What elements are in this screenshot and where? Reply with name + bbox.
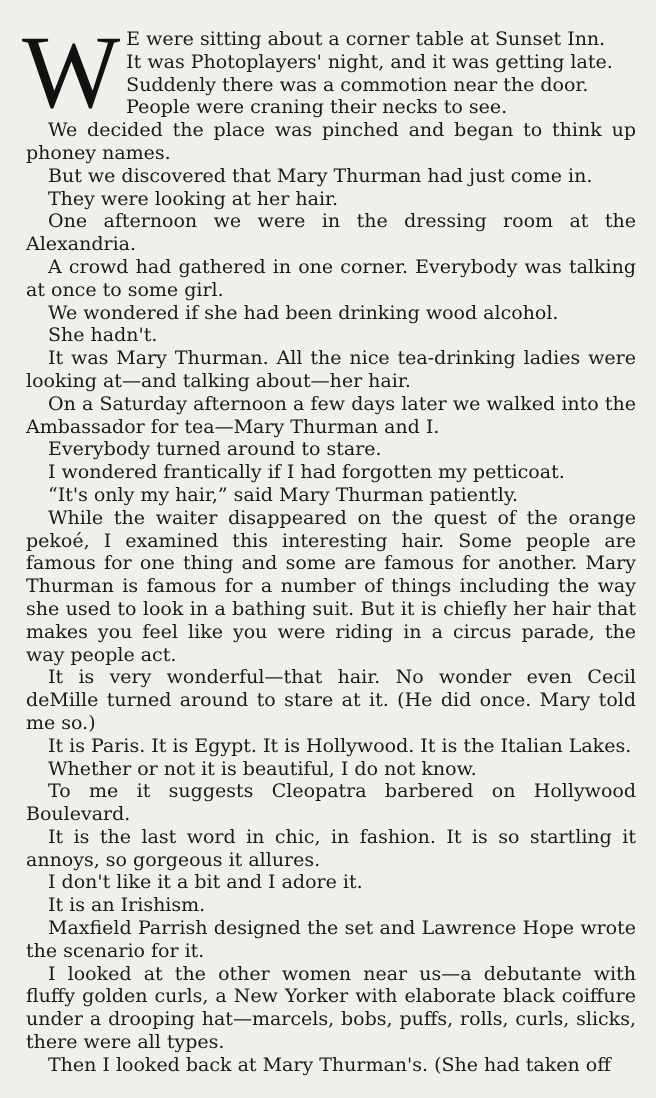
paragraph: To me it suggests Cleopatra barbered on Hollywood Boulevard.	[26, 780, 636, 826]
paragraph: Then I looked back at Mary Thurman's. (She had taken off	[48, 1053, 611, 1076]
paragraph: It was Mary Thurman. All the nice tea-drinking ladies were looking at—and talking about—her hair.	[26, 347, 636, 392]
paragraph: But we discovered that Mary Thurman had just come in.	[48, 164, 593, 187]
paragraph: Everybody turned around to stare.	[48, 438, 382, 461]
article-body	[22, 15, 636, 1077]
paragraph: “It's only my hair,” said Mary Thurman patiently.	[48, 483, 519, 506]
paragraph: Whether or not it is beautiful, I do not know.	[48, 757, 477, 780]
paragraph: It is very wonderful—that hair. No wonder even Cecil deMille turned around to stare at it. (He did once. Mary told me so.)	[26, 666, 636, 734]
paragraph: They were looking at her hair.	[48, 187, 339, 210]
paragraph: We decided the place was pinched and began to think up phoney names.	[26, 119, 636, 164]
paragraph-list	[26, 51, 636, 1077]
paragraph: I don't like it a bit and I adore it.	[48, 871, 363, 894]
paragraph: She hadn't.	[48, 324, 158, 347]
paragraph: It was Photoplayers' night, and it was getting late.	[126, 50, 613, 73]
paragraph: On a Saturday afternoon a few days later we walked into the Ambassador for tea—Mary Thurman and I.	[26, 392, 636, 438]
paragraph: It is an Irishism.	[48, 894, 206, 917]
drop-cap: W	[22, 15, 121, 130]
paragraph: It is the last word in chic, in fashion. It is so startling it annoys, so gorgeous it allures.	[26, 825, 636, 871]
paragraph: Maxfield Parrish designed the set and Lawrence Hope wrote the scenario for it.	[26, 917, 636, 962]
opening-line: E were sitting about a corner table at Sunset Inn.	[126, 28, 606, 50]
paragraph: I wondered frantically if I had forgotten my petticoat.	[48, 461, 565, 484]
paragraph: It is Paris. It is Egypt. It is Hollywood. It is the Italian Lakes.	[48, 734, 632, 757]
paragraph: People were craning their necks to see.	[126, 96, 508, 119]
paragraph: I looked at the other women near us—a debutante with fluffy golden curls, a New Yorker with elaborate black coiffure under a drooping hat—marcels, bobs, puffs, rolls, curls, slicks, there were all types.	[26, 962, 636, 1054]
paragraph: One afternoon we were in the dressing room at the Alexandria.	[26, 210, 636, 256]
paragraph: Suddenly there was a commotion near the door.	[126, 73, 589, 96]
paragraph: We wondered if she had been drinking wood alcohol.	[48, 301, 559, 324]
paragraph: While the waiter disappeared on the quest of the orange pekoé, I examined this interesting hair. Some people are famous for one thing and some are famous for another. Mary Thurman is famous for a number of things including the way she used to look in a bathing suit. But it is chiefly her hair that makes you feel like you were riding in a circus parade, the way people act.	[26, 506, 636, 666]
paragraph: A crowd had gathered in one corner. Everybody was talking at once to some girl.	[26, 255, 636, 301]
